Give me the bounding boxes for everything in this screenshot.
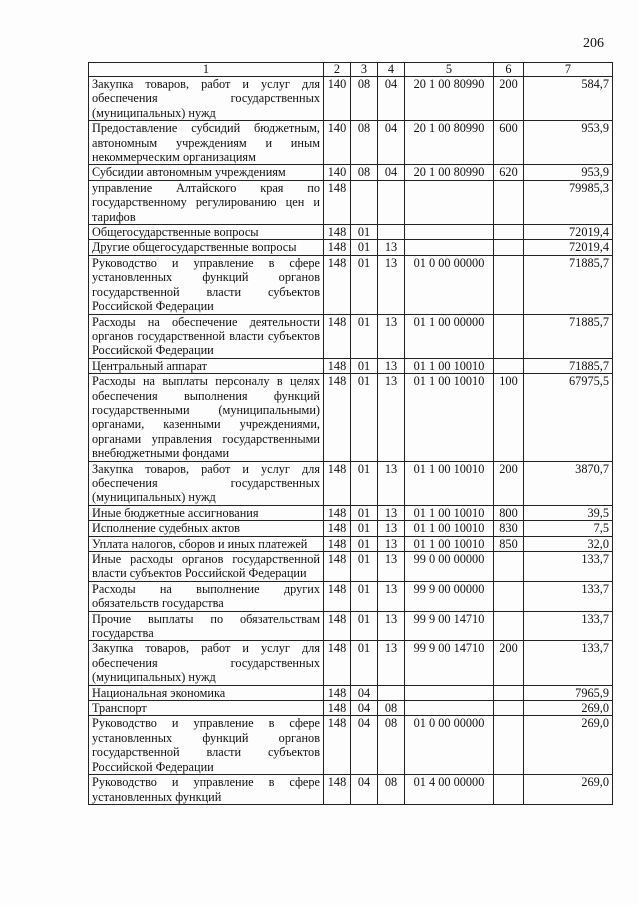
amount-cell: 133,7: [524, 611, 613, 641]
expense-type-cell: [494, 314, 524, 358]
amount-cell: 133,7: [524, 552, 613, 582]
section-code-cell: 01: [351, 641, 378, 685]
section-code-cell: [351, 180, 378, 224]
expense-type-cell: [494, 358, 524, 373]
gr-code-cell: 148: [324, 611, 351, 641]
row-name-cell: Руководство и управление в сфере установленных функций: [89, 775, 324, 805]
section-code-cell: 01: [351, 581, 378, 611]
section-code-cell: 01: [351, 225, 378, 240]
expense-type-cell: [494, 581, 524, 611]
table-row: [89, 775, 613, 805]
row-name-cell: Предоставление субсидий бюджетным, автономным учреждениям и иным некоммерческим организациям: [89, 121, 324, 165]
gr-code-cell: 148: [324, 314, 351, 358]
row-name-cell: Руководство и управление в сфере установленных функций органов государственной власти субъектов Российской Федерации: [89, 716, 324, 775]
subsection-code-cell: 04: [378, 121, 405, 165]
table-row: [89, 240, 613, 255]
subsection-code-cell: 13: [378, 581, 405, 611]
section-code-cell: 04: [351, 701, 378, 716]
section-code-cell: 08: [351, 165, 378, 180]
target-article-cell: 01 0 00 00000: [405, 255, 494, 314]
row-name-cell: Центральный аппарат: [89, 358, 324, 373]
gr-code-cell: 148: [324, 358, 351, 373]
row-name-cell: управление Алтайского края по государственному регулированию цен и тарифов: [89, 180, 324, 224]
gr-code-cell: 148: [324, 374, 351, 461]
gr-code-cell: 148: [324, 701, 351, 716]
expense-type-cell: [494, 685, 524, 700]
expense-type-cell: 830: [494, 521, 524, 536]
table-row: [89, 536, 613, 551]
target-article-cell: [405, 701, 494, 716]
target-article-cell: 99 0 00 00000: [405, 552, 494, 582]
table-row: [89, 461, 613, 505]
table-row: [89, 121, 613, 165]
expense-type-cell: [494, 775, 524, 805]
table-row: [89, 314, 613, 358]
target-article-cell: 99 9 00 14710: [405, 611, 494, 641]
table-row: [89, 374, 613, 461]
amount-cell: 71885,7: [524, 314, 613, 358]
gr-code-cell: 148: [324, 521, 351, 536]
subsection-code-cell: 13: [378, 552, 405, 582]
section-code-cell: 01: [351, 536, 378, 551]
gr-code-cell: 148: [324, 255, 351, 314]
table-row: [89, 255, 613, 314]
amount-cell: 72019,4: [524, 225, 613, 240]
expense-type-cell: [494, 225, 524, 240]
table-row: [89, 521, 613, 536]
amount-cell: 39,5: [524, 505, 613, 520]
gr-code-cell: 140: [324, 165, 351, 180]
table-row: [89, 77, 613, 121]
target-article-cell: 01 1 00 10010: [405, 536, 494, 551]
target-article-cell: 01 0 00 00000: [405, 716, 494, 775]
column-header: 1: [89, 63, 324, 77]
amount-cell: 953,9: [524, 165, 613, 180]
table-row: [89, 701, 613, 716]
subsection-code-cell: 13: [378, 374, 405, 461]
gr-code-cell: 148: [324, 716, 351, 775]
table-row: [89, 180, 613, 224]
expense-type-cell: 200: [494, 461, 524, 505]
amount-cell: 79985,3: [524, 180, 613, 224]
table-row: [89, 505, 613, 520]
expense-type-cell: [494, 701, 524, 716]
section-code-cell: 01: [351, 358, 378, 373]
subsection-code-cell: 13: [378, 611, 405, 641]
subsection-code-cell: 08: [378, 716, 405, 775]
column-header: 2: [324, 63, 351, 77]
section-code-cell: 01: [351, 314, 378, 358]
section-code-cell: 08: [351, 121, 378, 165]
row-name-cell: Иные расходы органов государственной власти субъектов Российской Федерации: [89, 552, 324, 582]
column-header: 6: [494, 63, 524, 77]
gr-code-cell: 140: [324, 77, 351, 121]
target-article-cell: 01 1 00 10010: [405, 358, 494, 373]
subsection-code-cell: [378, 685, 405, 700]
section-code-cell: 01: [351, 521, 378, 536]
row-name-cell: Расходы на выполнение других обязательств государства: [89, 581, 324, 611]
table-row: [89, 581, 613, 611]
amount-cell: 3870,7: [524, 461, 613, 505]
target-article-cell: 01 1 00 10010: [405, 505, 494, 520]
subsection-code-cell: 13: [378, 505, 405, 520]
gr-code-cell: 148: [324, 240, 351, 255]
expense-type-cell: 200: [494, 641, 524, 685]
expense-type-cell: 100: [494, 374, 524, 461]
row-name-cell: Расходы на выплаты персоналу в целях обеспечения выполнения функций государственными (муниципальными) органами, казенными учреждениями, органами управления государственными внебюджетными фондами: [89, 374, 324, 461]
row-name-cell: Закупка товаров, работ и услуг для обеспечения государственных (муниципальных) нужд: [89, 641, 324, 685]
row-name-cell: Исполнение судебных актов: [89, 521, 324, 536]
section-code-cell: 01: [351, 505, 378, 520]
amount-cell: 71885,7: [524, 255, 613, 314]
row-name-cell: Общегосударственные вопросы: [89, 225, 324, 240]
amount-cell: 7965,9: [524, 685, 613, 700]
subsection-code-cell: 13: [378, 536, 405, 551]
amount-cell: 133,7: [524, 581, 613, 611]
amount-cell: 32,0: [524, 536, 613, 551]
amount-cell: 953,9: [524, 121, 613, 165]
section-code-cell: 01: [351, 240, 378, 255]
table-row: [89, 641, 613, 685]
subsection-code-cell: 08: [378, 701, 405, 716]
amount-cell: 269,0: [524, 775, 613, 805]
amount-cell: 7,5: [524, 521, 613, 536]
table-row: [89, 716, 613, 775]
column-header: 3: [351, 63, 378, 77]
subsection-code-cell: 13: [378, 255, 405, 314]
subsection-code-cell: 13: [378, 641, 405, 685]
gr-code-cell: 140: [324, 121, 351, 165]
budget-table: [88, 62, 613, 805]
gr-code-cell: 148: [324, 775, 351, 805]
row-name-cell: Национальная экономика: [89, 685, 324, 700]
subsection-code-cell: [378, 180, 405, 224]
section-code-cell: 01: [351, 255, 378, 314]
gr-code-cell: 148: [324, 685, 351, 700]
amount-cell: 269,0: [524, 716, 613, 775]
subsection-code-cell: [378, 225, 405, 240]
section-code-cell: 04: [351, 685, 378, 700]
expense-type-cell: 850: [494, 536, 524, 551]
table-row: [89, 552, 613, 582]
section-code-cell: 01: [351, 374, 378, 461]
expense-type-cell: [494, 255, 524, 314]
section-code-cell: 01: [351, 611, 378, 641]
expense-type-cell: 600: [494, 121, 524, 165]
row-name-cell: Транспорт: [89, 701, 324, 716]
expense-type-cell: [494, 180, 524, 224]
row-name-cell: Закупка товаров, работ и услуг для обеспечения государственных (муниципальных) нужд: [89, 77, 324, 121]
section-code-cell: 01: [351, 461, 378, 505]
amount-cell: 133,7: [524, 641, 613, 685]
subsection-code-cell: 04: [378, 165, 405, 180]
row-name-cell: Иные бюджетные ассигнования: [89, 505, 324, 520]
subsection-code-cell: 13: [378, 521, 405, 536]
expense-type-cell: [494, 552, 524, 582]
amount-cell: 584,7: [524, 77, 613, 121]
expense-type-cell: [494, 240, 524, 255]
subsection-code-cell: 13: [378, 358, 405, 373]
row-name-cell: Закупка товаров, работ и услуг для обеспечения государственных (муниципальных) нужд: [89, 461, 324, 505]
column-header: 5: [405, 63, 494, 77]
section-code-cell: 08: [351, 77, 378, 121]
amount-cell: 269,0: [524, 701, 613, 716]
target-article-cell: 20 1 00 80990: [405, 121, 494, 165]
row-name-cell: Другие общегосударственные вопросы: [89, 240, 324, 255]
expense-type-cell: [494, 716, 524, 775]
target-article-cell: [405, 240, 494, 255]
target-article-cell: 01 4 00 00000: [405, 775, 494, 805]
gr-code-cell: 148: [324, 225, 351, 240]
table-row: [89, 358, 613, 373]
subsection-code-cell: 13: [378, 314, 405, 358]
target-article-cell: 01 1 00 00000: [405, 314, 494, 358]
target-article-cell: 01 1 00 10010: [405, 521, 494, 536]
expense-type-cell: 620: [494, 165, 524, 180]
amount-cell: 71885,7: [524, 358, 613, 373]
row-name-cell: Прочие выплаты по обязательствам государства: [89, 611, 324, 641]
target-article-cell: 01 1 00 10010: [405, 374, 494, 461]
section-code-cell: 04: [351, 716, 378, 775]
table-row: [89, 225, 613, 240]
subsection-code-cell: 13: [378, 461, 405, 505]
amount-cell: 67975,5: [524, 374, 613, 461]
row-name-cell: Расходы на обеспечение деятельности органов государственной власти субъектов Российской Федерации: [89, 314, 324, 358]
target-article-cell: [405, 225, 494, 240]
target-article-cell: [405, 180, 494, 224]
subsection-code-cell: 08: [378, 775, 405, 805]
section-code-cell: 01: [351, 552, 378, 582]
subsection-code-cell: 13: [378, 240, 405, 255]
row-name-cell: Руководство и управление в сфере установленных функций органов государственной власти субъектов Российской Федерации: [89, 255, 324, 314]
target-article-cell: 20 1 00 80990: [405, 165, 494, 180]
column-header: 4: [378, 63, 405, 77]
target-article-cell: 20 1 00 80990: [405, 77, 494, 121]
row-name-cell: Субсидии автономным учреждениям: [89, 165, 324, 180]
page-number: 206: [583, 36, 604, 51]
table-header-row: [89, 63, 613, 77]
expense-type-cell: [494, 611, 524, 641]
amount-cell: 72019,4: [524, 240, 613, 255]
gr-code-cell: 148: [324, 552, 351, 582]
gr-code-cell: 148: [324, 180, 351, 224]
target-article-cell: 01 1 00 10010: [405, 461, 494, 505]
row-name-cell: Уплата налогов, сборов и иных платежей: [89, 536, 324, 551]
gr-code-cell: 148: [324, 461, 351, 505]
gr-code-cell: 148: [324, 641, 351, 685]
gr-code-cell: 148: [324, 536, 351, 551]
table-row: [89, 165, 613, 180]
column-header: 7: [524, 63, 613, 77]
table-row: [89, 685, 613, 700]
gr-code-cell: 148: [324, 505, 351, 520]
section-code-cell: 04: [351, 775, 378, 805]
subsection-code-cell: 04: [378, 77, 405, 121]
gr-code-cell: 148: [324, 581, 351, 611]
target-article-cell: [405, 685, 494, 700]
expense-type-cell: 800: [494, 505, 524, 520]
target-article-cell: 99 9 00 00000: [405, 581, 494, 611]
target-article-cell: 99 9 00 14710: [405, 641, 494, 685]
expense-type-cell: 200: [494, 77, 524, 121]
table-row: [89, 611, 613, 641]
